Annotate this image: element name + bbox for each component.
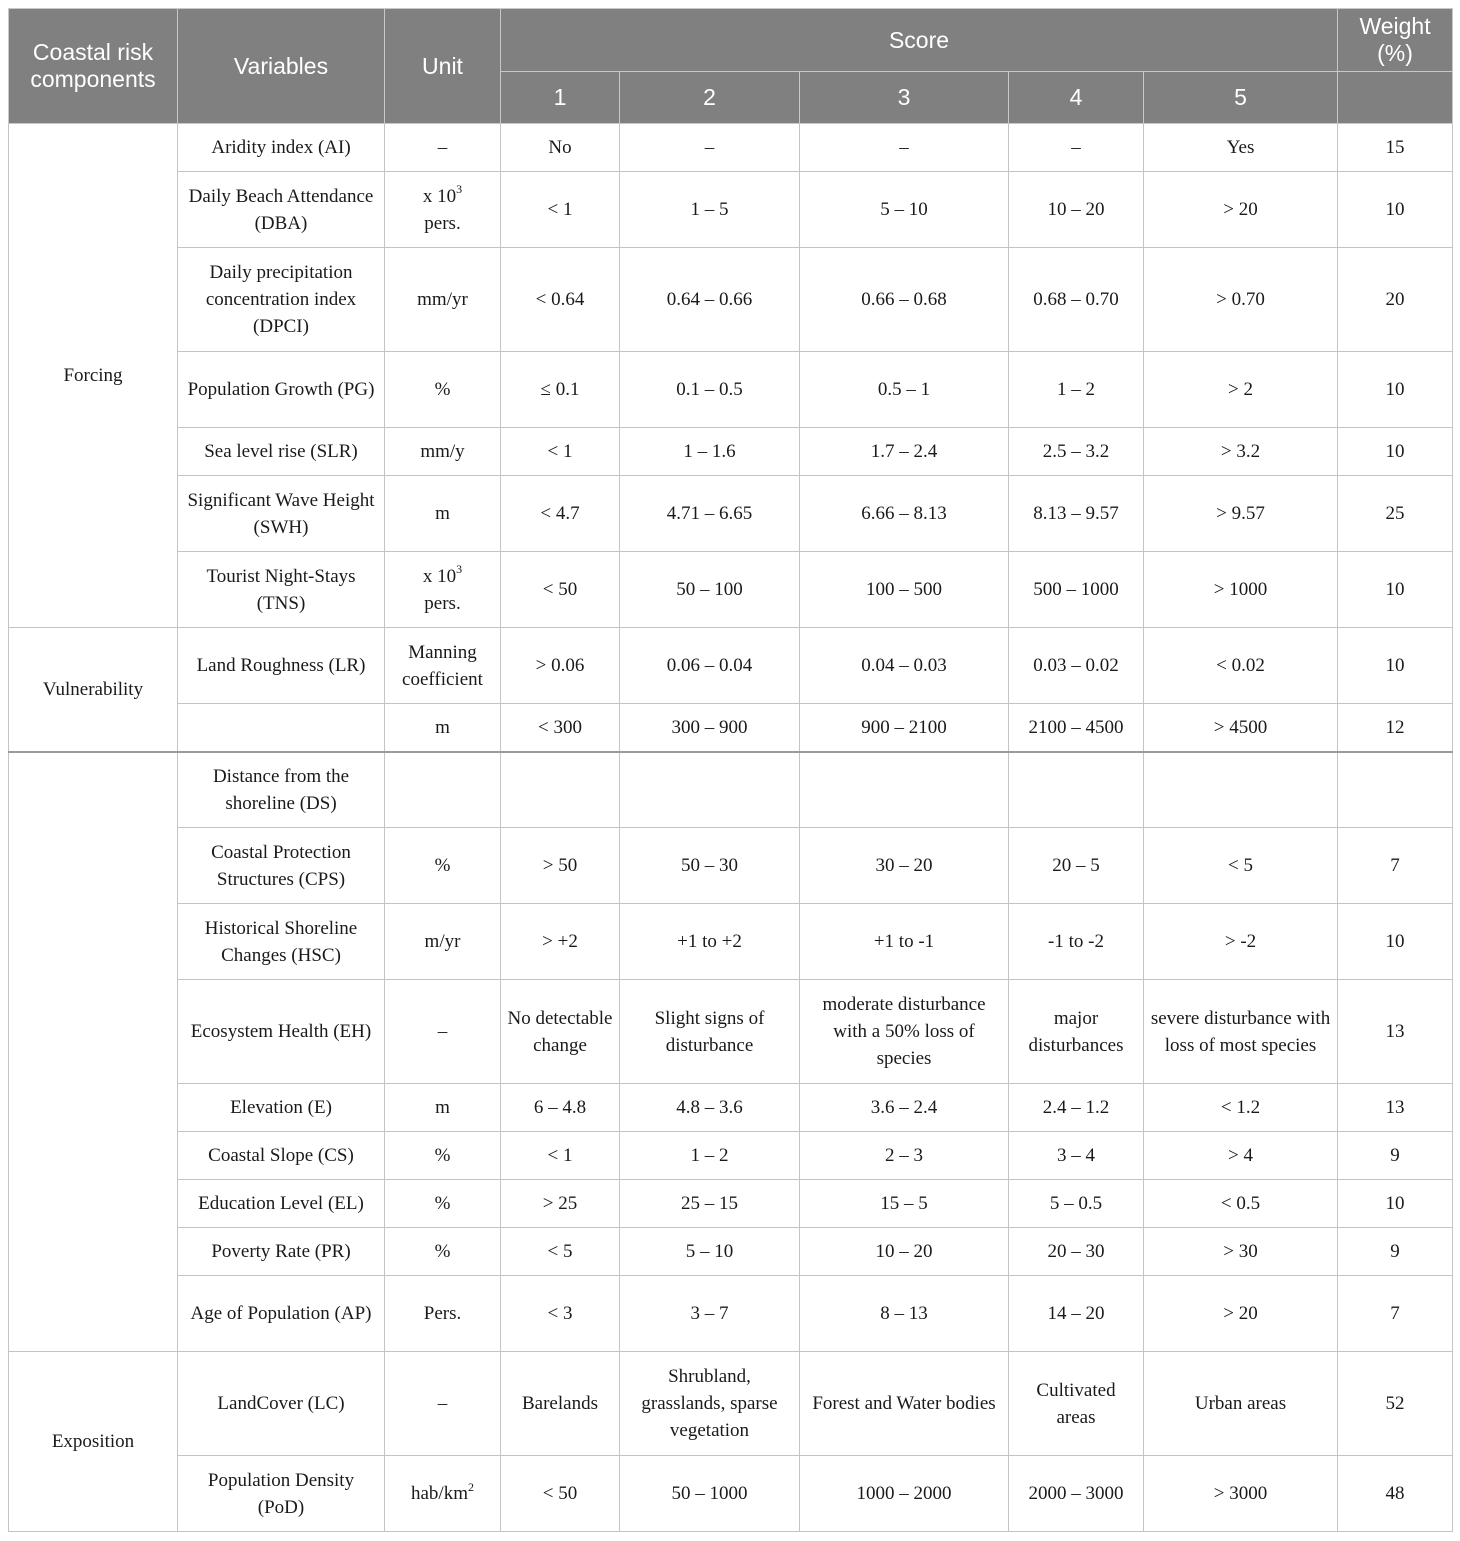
weight-cell: 10 (1338, 1180, 1453, 1228)
unit-suffix: pers. (424, 212, 461, 234)
weight-cell: 10 (1338, 428, 1453, 476)
score-cell: > 25 (501, 1180, 620, 1228)
header-score-level: 1 (501, 72, 620, 124)
unit-exponent: 2 (468, 1479, 474, 1494)
unit-cell: % (385, 1180, 501, 1228)
table-row (9, 1352, 1453, 1456)
score-cell: 20 – 30 (1009, 1228, 1144, 1276)
score-cell: 5 – 0.5 (1009, 1180, 1144, 1228)
score-cell: 1 – 2 (620, 1132, 800, 1180)
score-cell: > 30 (1144, 1228, 1338, 1276)
score-cell: 1.7 – 2.4 (800, 428, 1009, 476)
score-cell: 1 – 2 (1009, 352, 1144, 428)
score-cell: +1 to +2 (620, 904, 800, 980)
table-row (9, 1276, 1453, 1352)
score-cell: No (501, 124, 620, 172)
table-row (9, 476, 1453, 552)
score-cell: 8.13 – 9.57 (1009, 476, 1144, 552)
score-cell: 4.8 – 3.6 (620, 1084, 800, 1132)
unit-cell: % (385, 1132, 501, 1180)
score-cell: 20 – 5 (1009, 828, 1144, 904)
score-cell: severe disturbance with loss of most species (1144, 980, 1338, 1084)
score-cell: 0.1 – 0.5 (620, 352, 800, 428)
variable-cell: Population Density (PoD) (178, 1456, 385, 1532)
variable-cell: LandCover (LC) (178, 1352, 385, 1456)
score-cell: 900 – 2100 (800, 704, 1009, 752)
score-cell: 300 – 900 (620, 704, 800, 752)
weight-cell: 9 (1338, 1132, 1453, 1180)
table-row (9, 704, 1453, 752)
table-row (9, 428, 1453, 476)
score-cell: > 3.2 (1144, 428, 1338, 476)
score-cell: – (620, 124, 800, 172)
coastal-risk-table (8, 8, 1453, 1532)
variable-cell: Poverty Rate (PR) (178, 1228, 385, 1276)
score-cell: 10 – 20 (1009, 172, 1144, 248)
weight-cell: 7 (1338, 1276, 1453, 1352)
score-cell: > 4500 (1144, 704, 1338, 752)
score-cell: > 0.70 (1144, 248, 1338, 352)
component-cell (9, 752, 178, 1352)
variable-cell: Coastal Protection Structures (CPS) (178, 828, 385, 904)
table-row (9, 1084, 1453, 1132)
score-cell: < 5 (501, 1228, 620, 1276)
score-cell: 50 – 30 (620, 828, 800, 904)
unit-cell: mm/y (385, 428, 501, 476)
variable-cell: Sea level rise (SLR) (178, 428, 385, 476)
score-cell: 6 – 4.8 (501, 1084, 620, 1132)
score-cell (1144, 752, 1338, 828)
score-cell: 8 – 13 (800, 1276, 1009, 1352)
variable-cell: Elevation (E) (178, 1084, 385, 1132)
table-row (9, 904, 1453, 980)
header-score-level: 4 (1009, 72, 1144, 124)
weight-cell: 9 (1338, 1228, 1453, 1276)
weight-cell: 10 (1338, 352, 1453, 428)
table-row (9, 1228, 1453, 1276)
score-cell: > 0.06 (501, 628, 620, 704)
table-row (9, 628, 1453, 704)
score-cell: > 50 (501, 828, 620, 904)
score-cell: > +2 (501, 904, 620, 980)
score-cell (620, 752, 800, 828)
variable-cell: Coastal Slope (CS) (178, 1132, 385, 1180)
header-score: Score (501, 9, 1338, 72)
score-cell: +1 to -1 (800, 904, 1009, 980)
score-cell: 500 – 1000 (1009, 552, 1144, 628)
score-cell: 50 – 1000 (620, 1456, 800, 1532)
score-cell: 30 – 20 (800, 828, 1009, 904)
score-cell: moderate disturbance with a 50% loss of species (800, 980, 1009, 1084)
table-row (9, 980, 1453, 1084)
score-cell: < 1.2 (1144, 1084, 1338, 1132)
weight-cell: 48 (1338, 1456, 1453, 1532)
score-cell: < 0.5 (1144, 1180, 1338, 1228)
score-cell: 0.03 – 0.02 (1009, 628, 1144, 704)
score-cell: > 1000 (1144, 552, 1338, 628)
score-cell: 1000 – 2000 (800, 1456, 1009, 1532)
weight-cell: 10 (1338, 628, 1453, 704)
score-cell: 2100 – 4500 (1009, 704, 1144, 752)
score-cell: < 1 (501, 1132, 620, 1180)
unit-cell: mm/yr (385, 248, 501, 352)
score-cell: No detectable change (501, 980, 620, 1084)
score-cell: 50 – 100 (620, 552, 800, 628)
table-header (9, 9, 1453, 124)
score-cell: < 300 (501, 704, 620, 752)
variable-cell: Daily Beach Attendance (DBA) (178, 172, 385, 248)
table-row (9, 352, 1453, 428)
weight-cell: 20 (1338, 248, 1453, 352)
score-cell: Cultivated areas (1009, 1352, 1144, 1456)
score-cell: < 4.7 (501, 476, 620, 552)
table-row (9, 1132, 1453, 1180)
score-cell: < 0.64 (501, 248, 620, 352)
score-cell: 5 – 10 (620, 1228, 800, 1276)
unit-cell (385, 752, 501, 828)
header-score-level: 5 (1144, 72, 1338, 124)
weight-cell: 7 (1338, 828, 1453, 904)
score-cell: Barelands (501, 1352, 620, 1456)
score-cell: < 1 (501, 172, 620, 248)
unit-cell: m/yr (385, 904, 501, 980)
unit-base: hab/km (411, 1483, 468, 1504)
unit-cell: – (385, 1352, 501, 1456)
component-cell: Forcing (9, 124, 178, 628)
score-cell: 1 – 5 (620, 172, 800, 248)
score-cell: 25 – 15 (620, 1180, 800, 1228)
score-cell: 5 – 10 (800, 172, 1009, 248)
unit-cell: Manning coefficient (385, 628, 501, 704)
table-row (9, 828, 1453, 904)
weight-cell: 10 (1338, 904, 1453, 980)
variable-cell: Land Roughness (LR) (178, 628, 385, 704)
unit-cell (385, 552, 501, 628)
table-row (9, 124, 1453, 172)
score-cell: > 2 (1144, 352, 1338, 428)
unit-cell: % (385, 352, 501, 428)
variable-cell: Tourist Night-Stays (TNS) (178, 552, 385, 628)
weight-cell: 10 (1338, 172, 1453, 248)
variable-cell: Distance from the shoreline (DS) (178, 752, 385, 828)
score-cell: 1 – 1.6 (620, 428, 800, 476)
unit-cell: – (385, 980, 501, 1084)
table-body (9, 124, 1453, 1532)
score-cell: > 4 (1144, 1132, 1338, 1180)
score-cell: 14 – 20 (1009, 1276, 1144, 1352)
unit-cell (385, 172, 501, 248)
weight-cell (1338, 752, 1453, 828)
unit-suffix: pers. (424, 592, 461, 614)
score-cell: Yes (1144, 124, 1338, 172)
score-cell: -1 to -2 (1009, 904, 1144, 980)
score-cell: 0.04 – 0.03 (800, 628, 1009, 704)
score-cell: 6.66 – 8.13 (800, 476, 1009, 552)
table-row (9, 752, 1453, 828)
weight-cell: 52 (1338, 1352, 1453, 1456)
header-weight: Weight (%) (1338, 9, 1453, 72)
component-cell: Vulnerability (9, 628, 178, 752)
score-cell: 100 – 500 (800, 552, 1009, 628)
variable-cell: Aridity index (AI) (178, 124, 385, 172)
table-row (9, 552, 1453, 628)
header-score-level: 2 (620, 72, 800, 124)
unit-cell: m (385, 476, 501, 552)
score-cell: < 1 (501, 428, 620, 476)
unit-cell: % (385, 828, 501, 904)
unit-base: x 10 (422, 565, 457, 587)
score-cell: > -2 (1144, 904, 1338, 980)
header-component: Coastal risk components (9, 9, 178, 124)
score-cell: 2 – 3 (800, 1132, 1009, 1180)
unit-exponent: 3 (456, 562, 463, 577)
score-cell: Urban areas (1144, 1352, 1338, 1456)
score-cell (501, 752, 620, 828)
score-cell: 0.68 – 0.70 (1009, 248, 1144, 352)
score-cell: 0.5 – 1 (800, 352, 1009, 428)
variable-cell (178, 704, 385, 752)
variable-cell: Daily precipitation concentration index (DPCI) (178, 248, 385, 352)
unit-cell: m (385, 704, 501, 752)
score-cell: 0.66 – 0.68 (800, 248, 1009, 352)
score-cell: 0.64 – 0.66 (620, 248, 800, 352)
variable-cell: Age of Population (AP) (178, 1276, 385, 1352)
score-cell: Forest and Water bodies (800, 1352, 1009, 1456)
unit-base: x 10 (422, 185, 457, 207)
score-cell: 4.71 – 6.65 (620, 476, 800, 552)
score-cell: < 5 (1144, 828, 1338, 904)
score-cell: 10 – 20 (800, 1228, 1009, 1276)
score-cell: < 50 (501, 552, 620, 628)
score-cell: – (800, 124, 1009, 172)
score-cell: < 3 (501, 1276, 620, 1352)
score-cell: 3 – 7 (620, 1276, 800, 1352)
score-cell (800, 752, 1009, 828)
variable-cell: Population Growth (PG) (178, 352, 385, 428)
component-cell: Exposition (9, 1352, 178, 1532)
score-cell: > 3000 (1144, 1456, 1338, 1532)
score-cell: 3.6 – 2.4 (800, 1084, 1009, 1132)
unit-cell: % (385, 1228, 501, 1276)
unit-cell: Pers. (385, 1276, 501, 1352)
variable-cell: Ecosystem Health (EH) (178, 980, 385, 1084)
weight-cell: 13 (1338, 980, 1453, 1084)
score-cell: 2.4 – 1.2 (1009, 1084, 1144, 1132)
weight-cell: 15 (1338, 124, 1453, 172)
score-cell: < 0.02 (1144, 628, 1338, 704)
weight-cell: 25 (1338, 476, 1453, 552)
unit-exponent: 3 (456, 182, 463, 197)
table-row (9, 1180, 1453, 1228)
weight-cell: 10 (1338, 552, 1453, 628)
unit-cell: – (385, 124, 501, 172)
header-weight-cell (1338, 72, 1453, 124)
score-cell: 0.06 – 0.04 (620, 628, 800, 704)
table-row (9, 248, 1453, 352)
score-cell: 2.5 – 3.2 (1009, 428, 1144, 476)
score-cell: > 20 (1144, 1276, 1338, 1352)
variable-cell: Education Level (EL) (178, 1180, 385, 1228)
score-cell: Slight signs of disturbance (620, 980, 800, 1084)
variable-cell: Significant Wave Height (SWH) (178, 476, 385, 552)
score-cell: > 20 (1144, 172, 1338, 248)
score-cell: major disturbances (1009, 980, 1144, 1084)
header-unit: Unit (385, 9, 501, 124)
weight-cell: 12 (1338, 704, 1453, 752)
score-cell: Shrubland, grasslands, sparse vegetation (620, 1352, 800, 1456)
score-cell: 15 – 5 (800, 1180, 1009, 1228)
score-cell: < 50 (501, 1456, 620, 1532)
score-cell: 2000 – 3000 (1009, 1456, 1144, 1532)
header-score-level: 3 (800, 72, 1009, 124)
unit-cell (385, 1456, 501, 1532)
score-cell: 3 – 4 (1009, 1132, 1144, 1180)
header-variables: Variables (178, 9, 385, 124)
table-row (9, 1456, 1453, 1532)
weight-cell: 13 (1338, 1084, 1453, 1132)
score-cell (1009, 752, 1144, 828)
score-cell: – (1009, 124, 1144, 172)
score-cell: ≤ 0.1 (501, 352, 620, 428)
table-row (9, 172, 1453, 248)
score-cell: > 9.57 (1144, 476, 1338, 552)
unit-cell: m (385, 1084, 501, 1132)
variable-cell: Historical Shoreline Changes (HSC) (178, 904, 385, 980)
